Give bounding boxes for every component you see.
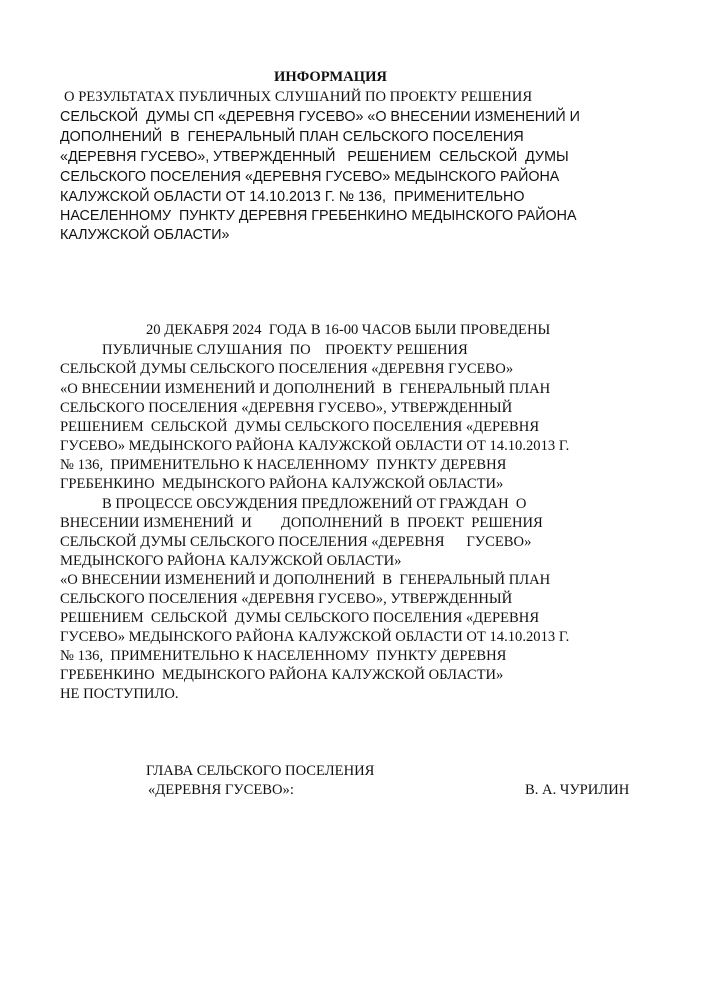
signatory-position: ГЛАВА СЕЛЬСКОГО ПОСЕЛЕНИЯ — [146, 763, 375, 779]
body-line: ГУСЕВО» МЕДЫНСКОГО РАЙОНА КАЛУЖСКОЙ ОБЛАСТИ ОТ 14.10.2013 Г. — [60, 629, 570, 645]
body-line: СЕЛЬСКОЙ ДУМЫ СЕЛЬСКОГО ПОСЕЛЕНИЯ «ДЕРЕВНЯ ГУСЕВО» — [60, 361, 514, 377]
body-line: МЕДЫНСКОГО РАЙОНА КАЛУЖСКОЙ ОБЛАСТИ» — [60, 553, 402, 569]
body-line: ГУСЕВО» МЕДЫНСКОГО РАЙОНА КАЛУЖСКОЙ ОБЛАСТИ ОТ 14.10.2013 Г. — [60, 438, 570, 454]
header-subtitle-line: О РЕЗУЛЬТАТАХ ПУБЛИЧНЫХ СЛУШАНИЙ ПО ПРОЕКТУ РЕШЕНИЯ — [64, 89, 533, 105]
body-line: РЕШЕНИЕМ СЕЛЬСКОЙ ДУМЫ СЕЛЬСКОГО ПОСЕЛЕНИЯ «ДЕРЕВНЯ — [60, 610, 540, 626]
header-line: СЕЛЬСКОГО ПОСЕЛЕНИЯ «ДЕРЕВНЯ ГУСЕВО» МЕДЫНСКОГО РАЙОНА — [60, 169, 560, 185]
signatory-organization: «ДЕРЕВНЯ ГУСЕВО»: — [148, 782, 294, 798]
body-line: № 136, ПРИМЕНИТЕЛЬНО К НАСЕЛЕННОМУ ПУНКТУ ДЕРЕВНЯ — [60, 457, 507, 473]
body-line: ПУБЛИЧНЫЕ СЛУШАНИЯ ПО ПРОЕКТУ РЕШЕНИЯ — [102, 342, 468, 358]
header-line: «ДЕРЕВНЯ ГУСЕВО», УТВЕРЖДЕННЫЙ РЕШЕНИЕМ СЕЛЬСКОЙ ДУМЫ — [60, 149, 569, 165]
document-title: ИНФОРМАЦИЯ — [274, 69, 387, 85]
body-line: № 136, ПРИМЕНИТЕЛЬНО К НАСЕЛЕННОМУ ПУНКТУ ДЕРЕВНЯ — [60, 648, 507, 664]
body-line: «О ВНЕСЕНИИ ИЗМЕНЕНИЙ И ДОПОЛНЕНИЙ В ГЕНЕРАЛЬНЫЙ ПЛАН — [60, 381, 551, 397]
body-conclusion: НЕ ПОСТУПИЛО. — [60, 686, 179, 702]
header-line: КАЛУЖСКОЙ ОБЛАСТИ» — [60, 227, 230, 243]
body-line: СЕЛЬСКОГО ПОСЕЛЕНИЯ «ДЕРЕВНЯ ГУСЕВО», УТВЕРЖДЕННЫЙ — [60, 400, 513, 416]
body-line: СЕЛЬСКОГО ПОСЕЛЕНИЯ «ДЕРЕВНЯ ГУСЕВО», УТВЕРЖДЕННЫЙ — [60, 591, 513, 607]
signatory-name: В. А. ЧУРИЛИН — [525, 782, 630, 798]
body-line: 20 ДЕКАБРЯ 2024 ГОДА В 16-00 ЧАСОВ БЫЛИ ПРОВЕДЕНЫ — [146, 322, 551, 338]
body-line: ГРЕБЕНКИНО МЕДЫНСКОГО РАЙОНА КАЛУЖСКОЙ ОБЛАСТИ» — [60, 667, 504, 683]
header-line: НАСЕЛЕННОМУ ПУНКТУ ДЕРЕВНЯ ГРЕБЕНКИНО МЕДЫНСКОГО РАЙОНА — [60, 208, 577, 224]
body-line: ВНЕСЕНИИ ИЗМЕНЕНИЙ И ДОПОЛНЕНИЙ В ПРОЕКТ РЕШЕНИЯ — [60, 515, 543, 531]
body-line: СЕЛЬСКОЙ ДУМЫ СЕЛЬСКОГО ПОСЕЛЕНИЯ «ДЕРЕВНЯ ГУСЕВО» — [60, 534, 532, 550]
header-line: СЕЛЬСКОЙ ДУМЫ СП «ДЕРЕВНЯ ГУСЕВО» «О ВНЕСЕНИИ ИЗМЕНЕНИЙ И — [60, 109, 580, 125]
body-line: «О ВНЕСЕНИИ ИЗМЕНЕНИЙ И ДОПОЛНЕНИЙ В ГЕНЕРАЛЬНЫЙ ПЛАН — [60, 572, 551, 588]
header-line: КАЛУЖСКОЙ ОБЛАСТИ ОТ 14.10.2013 Г. № 136, ПРИМЕНИТЕЛЬНО — [60, 189, 525, 205]
header-line: ДОПОЛНЕНИЙ В ГЕНЕРАЛЬНЫЙ ПЛАН СЕЛЬСКОГО ПОСЕЛЕНИЯ — [60, 129, 524, 145]
body-line: РЕШЕНИЕМ СЕЛЬСКОЙ ДУМЫ СЕЛЬСКОГО ПОСЕЛЕНИЯ «ДЕРЕВНЯ — [60, 419, 540, 435]
body-line: В ПРОЦЕССЕ ОБСУЖДЕНИЯ ПРЕДЛОЖЕНИЙ ОТ ГРАЖДАН О — [102, 496, 527, 512]
body-line: ГРЕБЕНКИНО МЕДЫНСКОГО РАЙОНА КАЛУЖСКОЙ ОБЛАСТИ» — [60, 476, 504, 492]
